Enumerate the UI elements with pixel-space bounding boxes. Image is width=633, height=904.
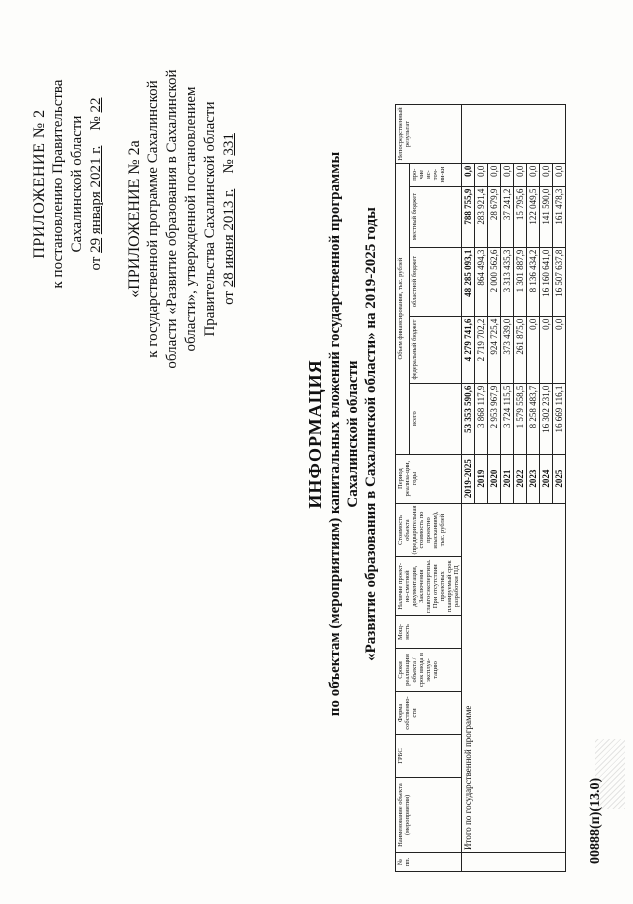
header-grbs: ГРБС (396, 735, 462, 778)
header-no: № пп. (396, 853, 462, 872)
cell-year: 2022 (514, 454, 527, 503)
cell-regional: 16 507 637,8 (553, 247, 566, 316)
cell-federal: 4 279 741,6 (462, 316, 475, 383)
cell-result (462, 105, 566, 163)
cell-other: 0,0 (553, 163, 566, 186)
cell-federal: 924 725,4 (488, 316, 501, 383)
cell-regional: 3 313 435,3 (501, 247, 514, 316)
header-name: Наименование объекта (мероприятия) (396, 778, 462, 853)
info-line1: по объектам (мероприятиям) капитальных вложений государственной программы Сахалинской области (327, 151, 361, 717)
cell-total: 3 724 115,5 (501, 383, 514, 454)
cell-other: 0,0 (488, 163, 501, 186)
appendix-line1: к постановлению Правительства (50, 79, 66, 289)
info-title-block (305, 114, 380, 754)
cell-year: 2023 (527, 454, 540, 503)
info-line2: «Развитие образования в Сахалинской области» на 2019-2025 годы (363, 207, 379, 661)
cell-local: 788 755,9 (462, 186, 475, 247)
cell-other: 0,0 (540, 163, 553, 186)
original-line2: области «Развитие образования в Сахалинской (164, 69, 180, 369)
cell-local: 141 590,0 (540, 186, 553, 247)
cell-regional: 48 285 093,1 (462, 247, 475, 316)
original-appendix-header (125, 54, 239, 384)
cell-total: 16 302 231,0 (540, 383, 553, 454)
table-row (462, 105, 475, 872)
capital-investment-table (395, 104, 566, 872)
cell-other: 0,0 (514, 163, 527, 186)
header-regional: областной бюджет (409, 247, 461, 316)
cell-year: 2019 (475, 454, 488, 503)
cell-federal: 261 875,0 (514, 316, 527, 383)
header-cost: Стоимость объекта (предварительная стоимость по проектно изысканиям), тыс. рублей (396, 503, 462, 557)
cell-local: 283 921,4 (475, 186, 488, 247)
appendix-date-line (87, 54, 106, 314)
appendix-title: ПРИЛОЖЕНИЕ № 2 (31, 109, 48, 259)
cell-total: 8 258 483,7 (527, 383, 540, 454)
appendix-month-year: января 2021 г. (88, 145, 104, 235)
header-design-docs: Наличие проект-но-сметной документации, Заключения главгосэкспертизы. При отсутствии проектных планируемый срок разработки ПД (396, 557, 462, 616)
original-line4: Правительства Сахалинской области (202, 101, 218, 337)
cell-year: 2019-2025 (462, 454, 475, 503)
header-federal: федеральный бюджет (409, 316, 461, 383)
cell-regional: 8 136 434,2 (527, 247, 540, 316)
cell-other: 0,0 (501, 163, 514, 186)
original-num: 331 (221, 133, 237, 156)
cell-federal: 0,0 (540, 316, 553, 383)
total-label: Итого по государственной программе (462, 503, 566, 852)
cell-local: 15 795,6 (514, 186, 527, 247)
cell-local: 28 679,9 (488, 186, 501, 247)
cell-local: 37 241,2 (501, 186, 514, 247)
cell-year: 2024 (540, 454, 553, 503)
cell-year: 2021 (501, 454, 514, 503)
cell-total: 1 579 558,5 (514, 383, 527, 454)
original-from: от (221, 291, 237, 305)
cell-total: 3 868 117,9 (475, 383, 488, 454)
document-code: 00888(п)(13.0) (588, 777, 603, 864)
header-other: про-чие ис-точ-ни-ки (409, 163, 461, 186)
original-date-line (220, 54, 239, 384)
cell-federal: 0,0 (527, 316, 540, 383)
cell-other: 0,0 (527, 163, 540, 186)
cell-year: 2025 (553, 454, 566, 503)
header-terms: Сроки реализации объекта / срок ввода в эксплуа-тацию (396, 649, 462, 692)
cell-federal: 0,0 (553, 316, 566, 383)
header-capacity: Мощ-ность (396, 616, 462, 649)
cell-federal: 2 719 702,2 (475, 316, 488, 383)
original-line1: к государственной программе Сахалинской (145, 80, 161, 358)
header-total: всего (409, 383, 461, 454)
appendix-day: 29 (88, 237, 104, 253)
cell-total: 2 953 967,9 (488, 383, 501, 454)
header-result: Непосредственный результат (396, 105, 462, 163)
cell-other: 0,0 (462, 163, 475, 186)
appendix-from: от (88, 256, 104, 271)
header-ownership: Форма собственно-сти (396, 692, 462, 735)
cell-local: 122 049,5 (527, 186, 540, 247)
cell-total: 53 353 590,6 (462, 383, 475, 454)
cell-regional: 1 301 887,9 (514, 247, 527, 316)
info-title: ИНФОРМАЦИЯ (305, 359, 325, 509)
cell-no (462, 853, 566, 872)
original-date: 28 июня 2013 г. (221, 188, 237, 288)
header-period: Период реализа-ции, годы (396, 454, 462, 503)
original-title: «ПРИЛОЖЕНИЕ № 2а (126, 140, 143, 298)
cell-regional: 2 000 562,6 (488, 247, 501, 316)
original-line3: области», утвержденной постановлением (183, 86, 199, 352)
appendix-header (30, 54, 106, 314)
cell-regional: 16 160 641,0 (540, 247, 553, 316)
cell-regional: 864 494,3 (475, 247, 488, 316)
header-funding: Объем финансирования, тыс. рублей (396, 163, 410, 454)
original-num-sign: № (221, 159, 237, 174)
table-body (462, 105, 566, 872)
cell-year: 2020 (488, 454, 501, 503)
header-local: местный бюджет (409, 186, 461, 247)
cell-other: 0,0 (475, 163, 488, 186)
appendix-num-sign: № (88, 116, 104, 131)
appendix-line2: Сахалинской области (69, 115, 85, 253)
cell-total: 16 669 116,1 (553, 383, 566, 454)
cell-local: 161 478,3 (553, 186, 566, 247)
cell-federal: 373 439,0 (501, 316, 514, 383)
appendix-num: 22 (88, 97, 104, 113)
